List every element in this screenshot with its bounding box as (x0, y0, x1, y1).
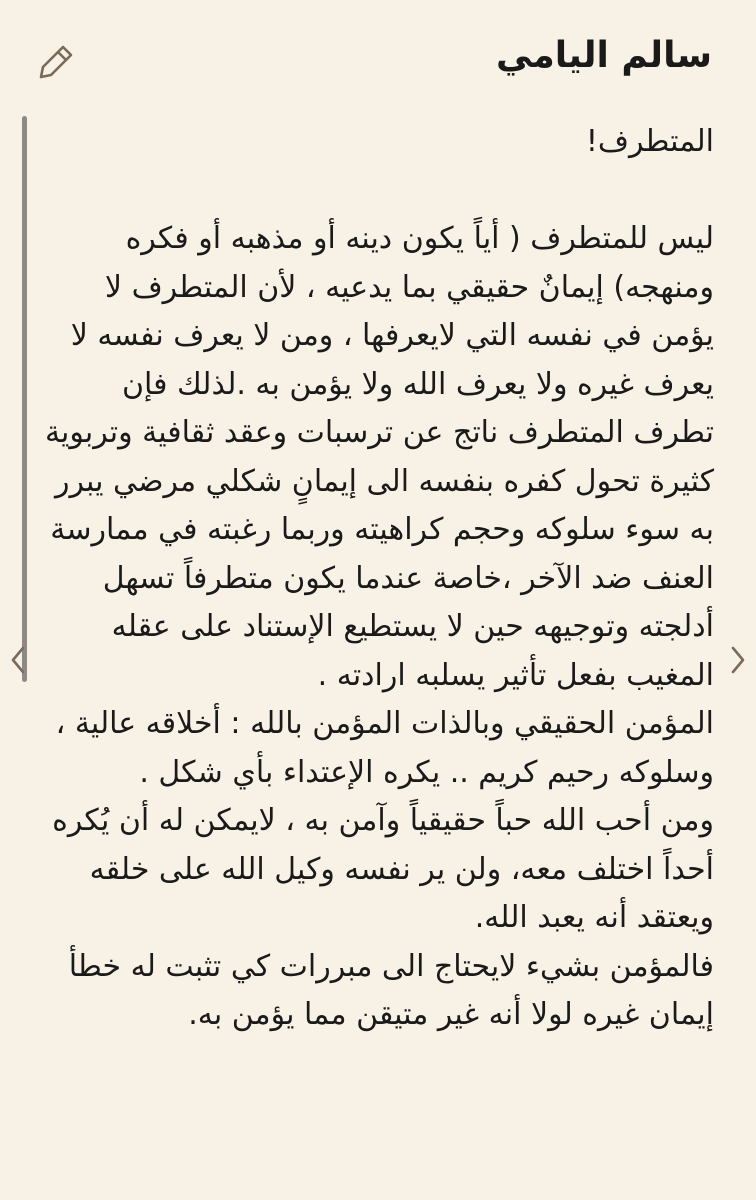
next-page-button[interactable] (726, 640, 750, 680)
note-title: سالم اليامي (496, 35, 712, 76)
chevron-right-icon (726, 640, 750, 680)
pencil-icon (34, 40, 78, 84)
note-body: المتطرف! ليس للمتطرف ( أياً يكون دينه أو مذهبه أو فكره ومنهجه) إيمانٌ حقيقي بما يدعيه ، لأن المتطرف لا يؤمن في نفسه التي لايعرفها ، ومن لا يعرف نفسه لا يعرف غيره ولا يعرف الله ولا يؤمن به .لذلك فإن تطرف المتطرف ناتج عن ترسبات وعقد ثقافية وتربوية كثيرة تحول كفره بنفسه الى إيمانٍ شكلي مرضي يبرر به سوء سلوكه وحجم كراهيته وربما رغبته في ممارسة العنف ضد الآخر ،خاصة عندما يكون متطرفاً تسهل أدلجته وتوجيهه حين لا يستطيع الإستناد على عقله المغيب بفعل تأثير يسلبه ارادته . المؤمن الحقيقي وبالذات المؤمن بالله : أخلاقه عالية ، وسلوكه رحيم كريم .. يكره الإعتداء بأي شكل . ومن أحب الله حباً حقيقياً وآمن به ، لايمكن له أن يُكره أحداً اختلف معه، ولن ير نفسه وكيل الله على خلقه ويعتقد أنه يعبد الله. فالمؤمن بشيء لايحتاج الى مبررات كي تثبت له خطأ إيمان غيره لولا أنه غير متيقن مما يؤمن به. (44, 124, 714, 1032)
edit-button[interactable] (34, 40, 78, 84)
scrollbar-thumb[interactable] (22, 116, 27, 682)
previous-page-button[interactable] (6, 640, 30, 680)
chevron-left-icon (6, 640, 30, 680)
